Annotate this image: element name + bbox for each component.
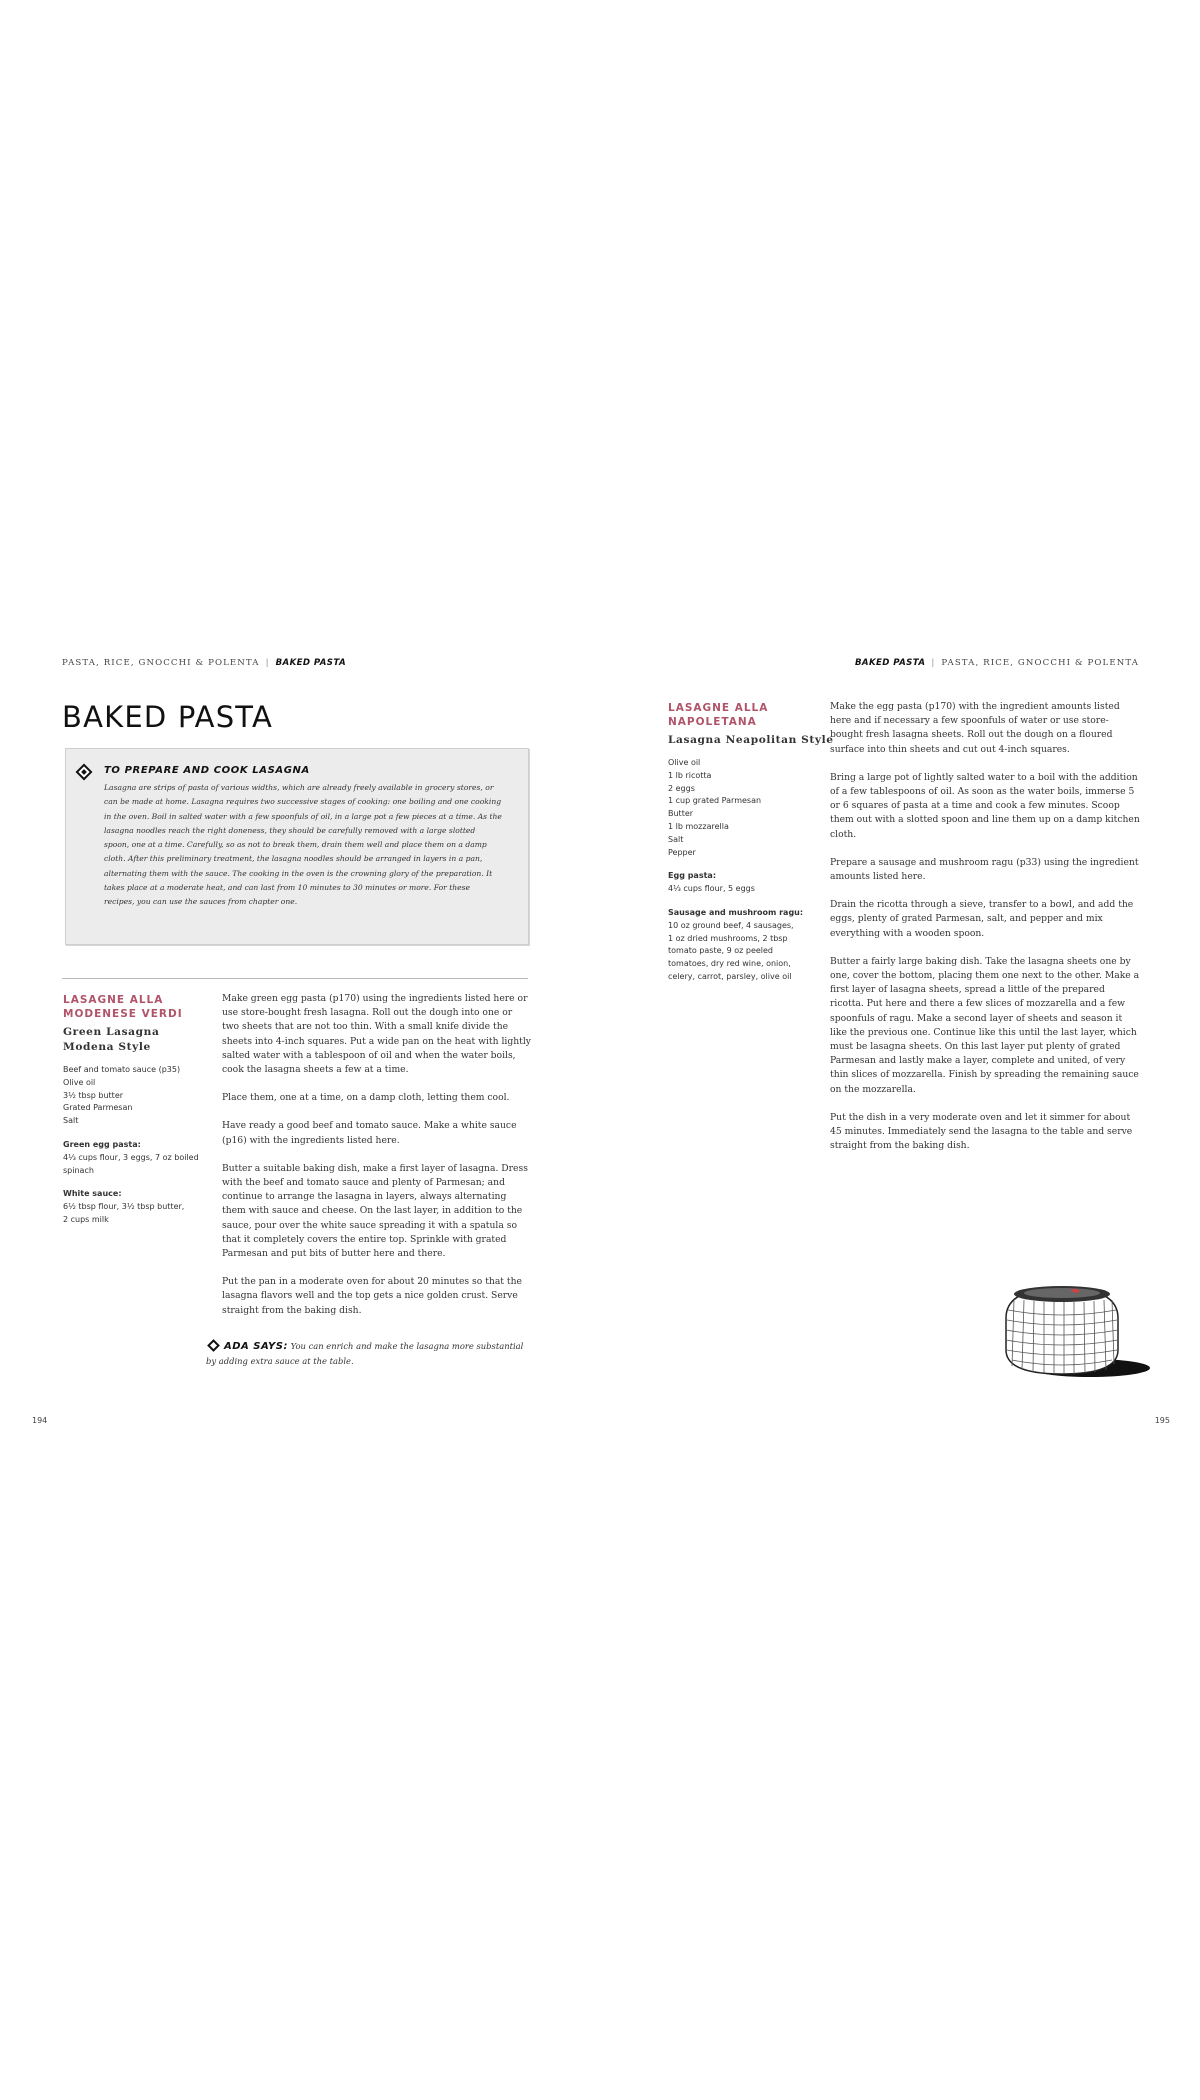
method-paragraph: Place them, one at a time, on a damp cloth, letting them cool.: [222, 1092, 510, 1104]
ingredient-group-label: White sauce:: [63, 1189, 122, 1199]
ingredient-group-label: Sausage and mushroom ragu:: [668, 907, 804, 917]
method-paragraph: Make the egg pasta (p170) with the ingredient amounts listed here and if necessary a few spoonfuls of water or use store-bought fresh lasagna sheets. Roll out the dough on a floured surface into thin sheets and cut out 4-inch squares.: [830, 701, 1120, 755]
method-paragraph: Bring a large pot of lightly salted water to a boil with the addition of a few tablespoons of oil. As soon as the water boils, immerse 5 or 6 squares of pasta at a time and cook a few minutes. Scoop them out with a slotted spoon and line them up on a damp kitchen cloth.: [830, 771, 1140, 840]
panel-body: Lasagna are strips of pasta of various widths, which are already freely available in grocery stores, or can be made at home. Lasagna requires two successive stages of cooking: one boiling and one cooking in the oven. Boil in salted water with a few spoonfuls of oil, in a large pot a few pieces at a time. As the lasagna noodles reach the right doneness, they should be carefully removed with a large slotted spoon, one at a time. Carefully, so as not to break them, drain them well and place them on a damp cloth. After this preliminary treatment, the lasagna noodles should be arranged in layers in a pan, alternating them with the sauce. The cooking in the oven is the crowning glory of the preparation. It takes place at a moderate heat, and can last from 10 minutes to 30 minutes or more. For these recipes, you can use the sauces from chapter one.: [104, 783, 502, 907]
ada-says-text: You can enrich and make the lasagna more substantial by adding extra sauce at the table.: [206, 1341, 524, 1367]
ingredient-group-label: Egg pasta:: [668, 871, 717, 881]
recipe-title-verdi: [63, 993, 183, 1021]
ingredient: tomato paste, 9 oz peeled: [668, 946, 774, 956]
recipe-title-napoletana: [668, 701, 768, 729]
ingredient: Olive oil: [668, 758, 701, 767]
ingredient: Olive oil: [63, 1077, 96, 1087]
running-head-section: BAKED PASTA: [275, 658, 347, 668]
ingredient: Salt: [63, 1116, 79, 1126]
page-number-left: 194: [32, 1416, 48, 1425]
page-number-right: 195: [1154, 1416, 1170, 1425]
method-paragraph: Prepare a sausage and mushroom ragu (p33) using the ingredient amounts listed here.: [830, 856, 1139, 883]
ingredient: 10 oz ground beef, 4 sausages,: [668, 920, 794, 930]
recipe-subtitle-line: Modena Style: [63, 1041, 151, 1053]
ingredient: 6½ tbsp flour, 3½ tbsp butter,: [63, 1202, 185, 1212]
ingredient: 4⅓ cups flour, 3 eggs, 7 oz boiled: [63, 1152, 199, 1162]
running-head-right: [855, 658, 1139, 668]
panel-title: TO PREPARE AND COOK LASAGNA: [104, 765, 310, 776]
recipe-subtitle-napoletana: Lasagna Neapolitan Style: [668, 734, 834, 746]
running-head-book: PASTA, RICE, GNOCCHI & POLENTA: [941, 658, 1139, 668]
ingredient: celery, carrot, parsley, olive oil: [668, 971, 792, 981]
ingredient: Salt: [668, 834, 684, 844]
recipe-title-line: MODENESE VERDI: [63, 1008, 183, 1020]
recipe-title-line: LASAGNE ALLA: [63, 994, 164, 1006]
ingredient: Beef and tomato sauce (p35): [63, 1065, 181, 1074]
recipe-subtitle-verdi: [63, 1025, 159, 1055]
ingredient: 1 oz dried mushrooms, 2 tbsp: [668, 933, 788, 943]
ingredient: 2 eggs: [668, 783, 695, 793]
ingredient: 2 cups milk: [63, 1214, 109, 1224]
method-paragraph: Butter a suitable baking dish, make a first layer of lasagna. Dress with the beef and tomato sauce and plenty of Parmesan; and continue to arrange the lasagna in layers, always alternating them with sauce and cheese. On the last layer, in addition to the sauce, pour over the white sauce spreading it with a spatula so that it completely covers the entire top. Sprinkle with grated Parmesan and put bits of butter here and there.: [222, 1162, 528, 1260]
divider: [62, 978, 528, 979]
basket-illustration: [1000, 1280, 1150, 1380]
lasagna-info-panel: [65, 748, 529, 945]
ada-says-label: ADA SAYS:: [224, 1341, 288, 1352]
diamond-icon: [76, 764, 93, 781]
page-title: BAKED PASTA: [62, 700, 274, 734]
method-paragraph: Put the pan in a moderate oven for about 20 minutes so that the lasagna flavors well and the top gets a nice golden crust. Serve straight from the baking dish.: [222, 1276, 522, 1316]
running-head-section: BAKED PASTA: [854, 658, 926, 668]
ingredients-napoletana: [668, 757, 818, 984]
diamond-icon: [207, 1339, 220, 1352]
running-head-separator: |: [931, 658, 936, 668]
ingredient: spinach: [63, 1165, 94, 1175]
ingredient-group-label: Green egg pasta:: [63, 1139, 141, 1149]
ada-says-note: [206, 1339, 536, 1368]
ingredient: 1 lb mozzarella: [668, 821, 729, 831]
recipe-subtitle-line: Green Lasagna: [63, 1026, 160, 1038]
running-head-separator: |: [265, 658, 270, 668]
method-paragraph: Butter a fairly large baking dish. Take the lasagna sheets one by one, cover the bottom, placing them one next to the other. Make a first layer of lasagna sheets, spread a little of the prepared ricotta. Put here and there a few slices of mozzarella and a few spoonfuls of ragu. Make a second layer of sheets and season it like the previous one. Continue like this until the last layer, which must be lasagna sheets. On this last layer put plenty of grated Parmesan and lastly make a layer, complete and united, of very thin slices of mozzarella. Finish by spreading the remaining sauce on the mozzarella.: [830, 955, 1140, 1095]
ingredients-verdi: [63, 1064, 213, 1227]
running-head-book: PASTA, RICE, GNOCCHI & POLENTA: [62, 658, 260, 668]
ingredient: 1 lb ricotta: [668, 770, 712, 780]
ingredient: 1 cup grated Parmesan: [668, 796, 762, 806]
method-paragraph: Have ready a good beef and tomato sauce. Make a white sauce (p16) with the ingredients listed here.: [222, 1120, 517, 1146]
recipe-title-line: NAPOLETANA: [668, 716, 757, 728]
method-verdi: [222, 992, 532, 1332]
method-paragraph: Drain the ricotta through a sieve, transfer to a bowl, and add the eggs, plenty of grated Parmesan, salt, and pepper and mix everything with a wooden spoon.: [830, 899, 1134, 939]
ingredient: Pepper: [668, 847, 696, 857]
method-napoletana: [830, 700, 1140, 1167]
ingredient: 4⅓ cups flour, 5 eggs: [668, 884, 755, 894]
ingredient: 3½ tbsp butter: [63, 1090, 124, 1100]
ingredient: Butter: [668, 809, 694, 819]
running-head-left: [62, 658, 346, 668]
ingredient: Grated Parmesan: [63, 1103, 133, 1113]
method-paragraph: Put the dish in a very moderate oven and let it simmer for about 45 minutes. Immediately send the lasagna to the table and serve straight from the baking dish.: [830, 1111, 1133, 1152]
ingredient: tomatoes, dry red wine, onion,: [668, 959, 791, 969]
method-paragraph: Make green egg pasta (p170) using the ingredients listed here or use store-bought fresh lasagna. Roll out the dough into one or two sheets that are not too thin. With a small knife divide the sheets into 4-inch squares. Put a wide pan on the heat with lightly salted water with a tablespoon of oil and when the water boils, cook the lasagna sheets a few at a time.: [222, 993, 531, 1076]
recipe-title-line: LASAGNE ALLA: [668, 702, 769, 714]
